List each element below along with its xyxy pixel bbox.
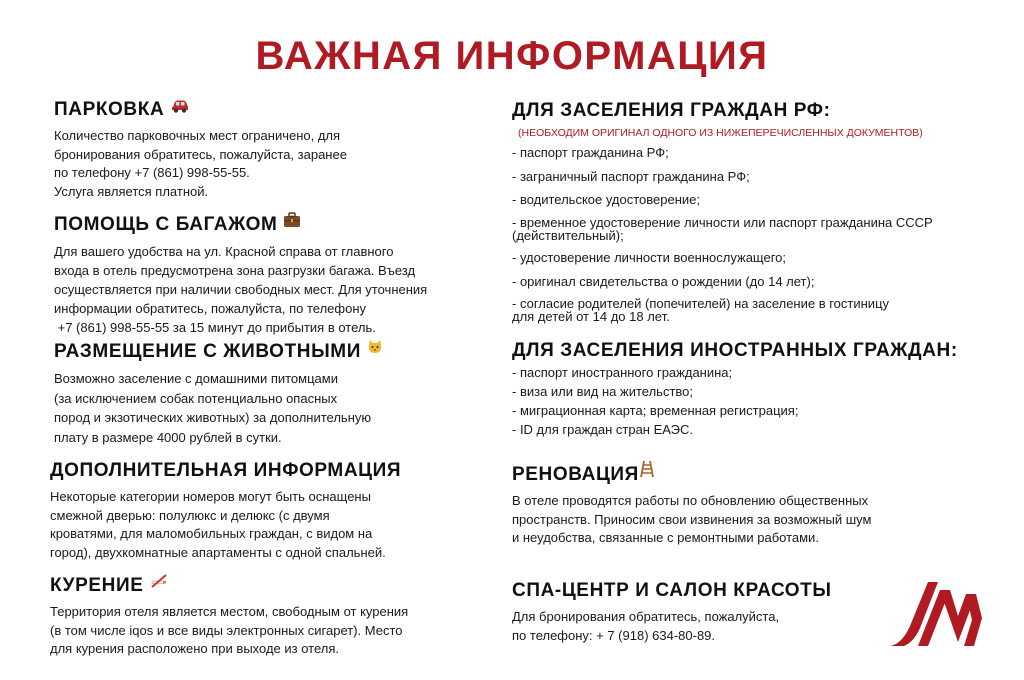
list-item: - виза или вид на жительство; — [512, 384, 693, 399]
car-icon — [170, 99, 190, 116]
citizens-note: (НЕОБХОДИМ ОРИГИНАЛ ОДНОГО ИЗ НИЖЕПЕРЕЧИСЛЕННЫХ ДОКУМЕНТОВ) — [518, 127, 923, 139]
ladder-icon — [640, 460, 654, 481]
list-item: - паспорт гражданина РФ; — [512, 145, 669, 160]
list-item: - согласие родителей (попечителей) на заселение в гостиницу для детей от 14 до 18 лет. — [512, 296, 890, 324]
list-item: - водительское удостоверение; — [512, 192, 701, 207]
list-item: - удостоверение личности военнослужащего; — [512, 250, 786, 265]
pets-heading: РАЗМЕЩЕНИЕ С ЖИВОТНЫМИ — [54, 341, 361, 362]
pets-section — [54, 339, 383, 447]
citizens-heading: ДЛЯ ЗАСЕЛЕНИЯ ГРАЖДАН РФ: — [512, 100, 831, 121]
smoking-heading: КУРЕНИЕ — [50, 575, 144, 596]
luggage-heading: ПОМОЩЬ С БАГАЖОМ — [54, 214, 278, 235]
additional-text: Некоторые категории номеров могут быть оснащены смежной дверью: полулюкс и делюкс (с двумя кроватями, для маломобильных граждан, с видом на город), двухкомнатные апартаменты с одной спальней. — [50, 489, 386, 560]
list-item: - заграничный паспорт гражданина РФ; — [512, 168, 750, 184]
spa-heading: СПА-ЦЕНТР И САЛОН КРАСОТЫ — [512, 580, 832, 601]
luggage-section — [54, 212, 427, 337]
foreigners-section — [512, 340, 958, 441]
no-smoking-icon — [150, 573, 168, 592]
parking-heading: ПАРКОВКА — [54, 99, 165, 120]
renovation-heading: РЕНОВАЦИЯ — [512, 464, 639, 485]
list-item: - оригинал свидетельства о рождении (до 14 лет); — [512, 273, 815, 289]
marriott-logo-icon — [888, 574, 984, 648]
parking-section — [54, 99, 347, 201]
pets-text: Возможно заселение с домашними питомцами (за исключением собак потенциально опасных пород и экзотических животных) за дополнительную плату в размере 4000 рублей в сутки. — [54, 371, 372, 445]
citizens-document-list — [512, 145, 933, 323]
list-item: - временное удостоверение личности или паспорт гражданина СССР (действительный); — [512, 214, 933, 243]
spa-text: Для бронирования обратитесь, пожалуйста, по телефону: + 7 (918) 634-80-89. — [512, 609, 780, 643]
renovation-text: В отеле проводятся работы по обновлению общественных пространств. Приносим свои извинения за возможный шум и неудобства, связанные с ремонтными работами. — [512, 493, 872, 545]
spa-section — [512, 580, 832, 645]
foreigners-document-list — [512, 365, 958, 437]
smoking-text: Территория отеля является местом, свободным от курения (в том числе iqos и все виды электронных сигарет). Место для курения расположено при выходе из отеля. — [50, 604, 409, 656]
additional-heading: ДОПОЛНИТЕЛЬНАЯ ИНФОРМАЦИЯ — [50, 460, 402, 481]
page-title: ВАЖНАЯ ИНФОРМАЦИЯ — [255, 34, 769, 78]
smoking-section — [50, 573, 408, 659]
parking-text: Количество парковочных мест ограничено, для бронирования обратитесь, пожалуйста, заранее по телефону +7 (861) 998-55-55. Услуга является платной. — [54, 128, 347, 199]
citizens-section — [512, 100, 933, 332]
list-item: - миграционная карта; временная регистрация; — [512, 403, 799, 418]
luggage-text: Для вашего удобства на ул. Красной справа от главного входа в отель предусмотрена зона разгрузки багажа. Въезд осуществляется при наличии свободных мест. Для уточнения информации обратитесь, пожалуйста, по телефону +7 (861) 998-55-55 за 15 минут до прибытия в отель. — [54, 244, 428, 335]
list-item: - ID для граждан стран ЕАЭС. — [512, 422, 693, 437]
renovation-section — [512, 460, 871, 548]
cat-icon — [367, 339, 383, 358]
list-item: - паспорт иностранного гражданина; — [512, 365, 733, 380]
briefcase-icon — [283, 212, 301, 231]
foreigners-heading: ДЛЯ ЗАСЕЛЕНИЯ ИНОСТРАННЫХ ГРАЖДАН: — [512, 340, 958, 361]
additional-section — [50, 460, 401, 562]
